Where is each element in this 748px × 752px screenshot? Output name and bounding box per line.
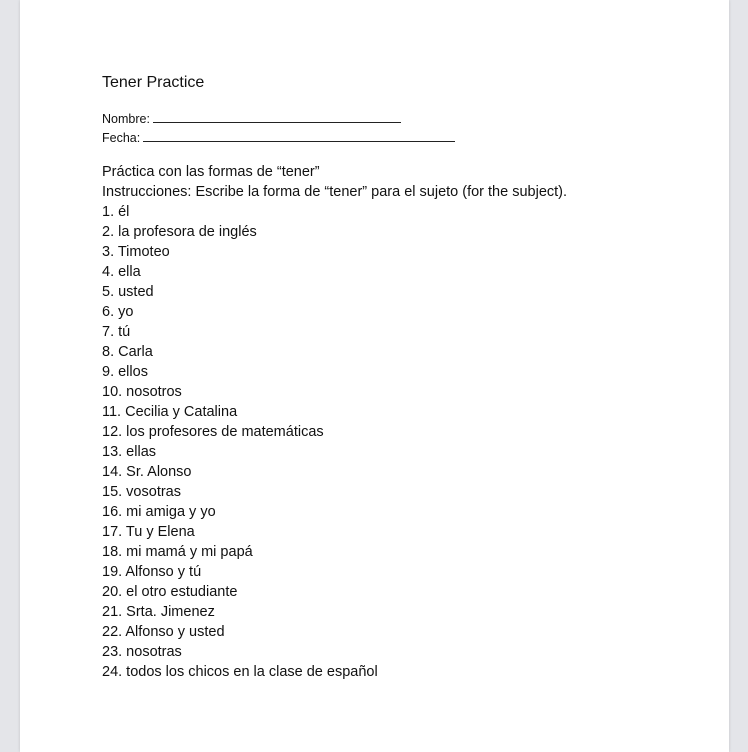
list-item: 6. yo [102, 304, 134, 320]
list-item: 7. tú [102, 324, 131, 340]
list-item: 4. ella [102, 264, 141, 280]
list-item: 15. vosotras [102, 484, 181, 500]
list-item: 20. el otro estudiante [102, 584, 238, 600]
document-page [20, 0, 729, 752]
date-field [102, 129, 455, 146]
exercise-instructions: Instrucciones: Escribe la forma de “tener” para el sujeto (for the subject). [102, 184, 568, 200]
list-item: 24. todos los chicos en la clase de español [102, 664, 378, 680]
list-item: 18. mi mamá y mi papá [102, 544, 253, 560]
exercise-heading: Práctica con las formas de “tener” [102, 164, 320, 180]
list-item: 8. Carla [102, 344, 153, 360]
list-item: 2. la profesora de inglés [102, 224, 257, 240]
list-item: 23. nosotras [102, 644, 182, 660]
name-field [102, 110, 401, 127]
exercise-list [102, 202, 567, 682]
list-item: 16. mi amiga y yo [102, 504, 216, 520]
document-title: Tener Practice [102, 74, 205, 91]
list-item: 12. los profesores de matemáticas [102, 424, 324, 440]
list-item: 21. Srta. Jimenez [102, 604, 215, 620]
list-item: 11. Cecilia y Catalina [102, 404, 238, 420]
date-blank-line [143, 129, 455, 142]
list-item: 17. Tu y Elena [102, 524, 195, 540]
name-blank-line [153, 110, 401, 123]
list-item: 9. ellos [102, 364, 148, 380]
list-item: 1. él [102, 204, 130, 220]
list-item: 3. Timoteo [102, 244, 170, 260]
list-item: 14. Sr. Alonso [102, 464, 192, 480]
date-label: Fecha: [102, 131, 141, 145]
name-label: Nombre: [102, 112, 150, 126]
list-item: 5. usted [102, 284, 154, 300]
list-item: 22. Alfonso y usted [102, 624, 225, 640]
exercise-section [102, 162, 567, 682]
list-item: 10. nosotros [102, 384, 182, 400]
list-item: 19. Alfonso y tú [102, 564, 202, 580]
list-item: 13. ellas [102, 444, 157, 460]
